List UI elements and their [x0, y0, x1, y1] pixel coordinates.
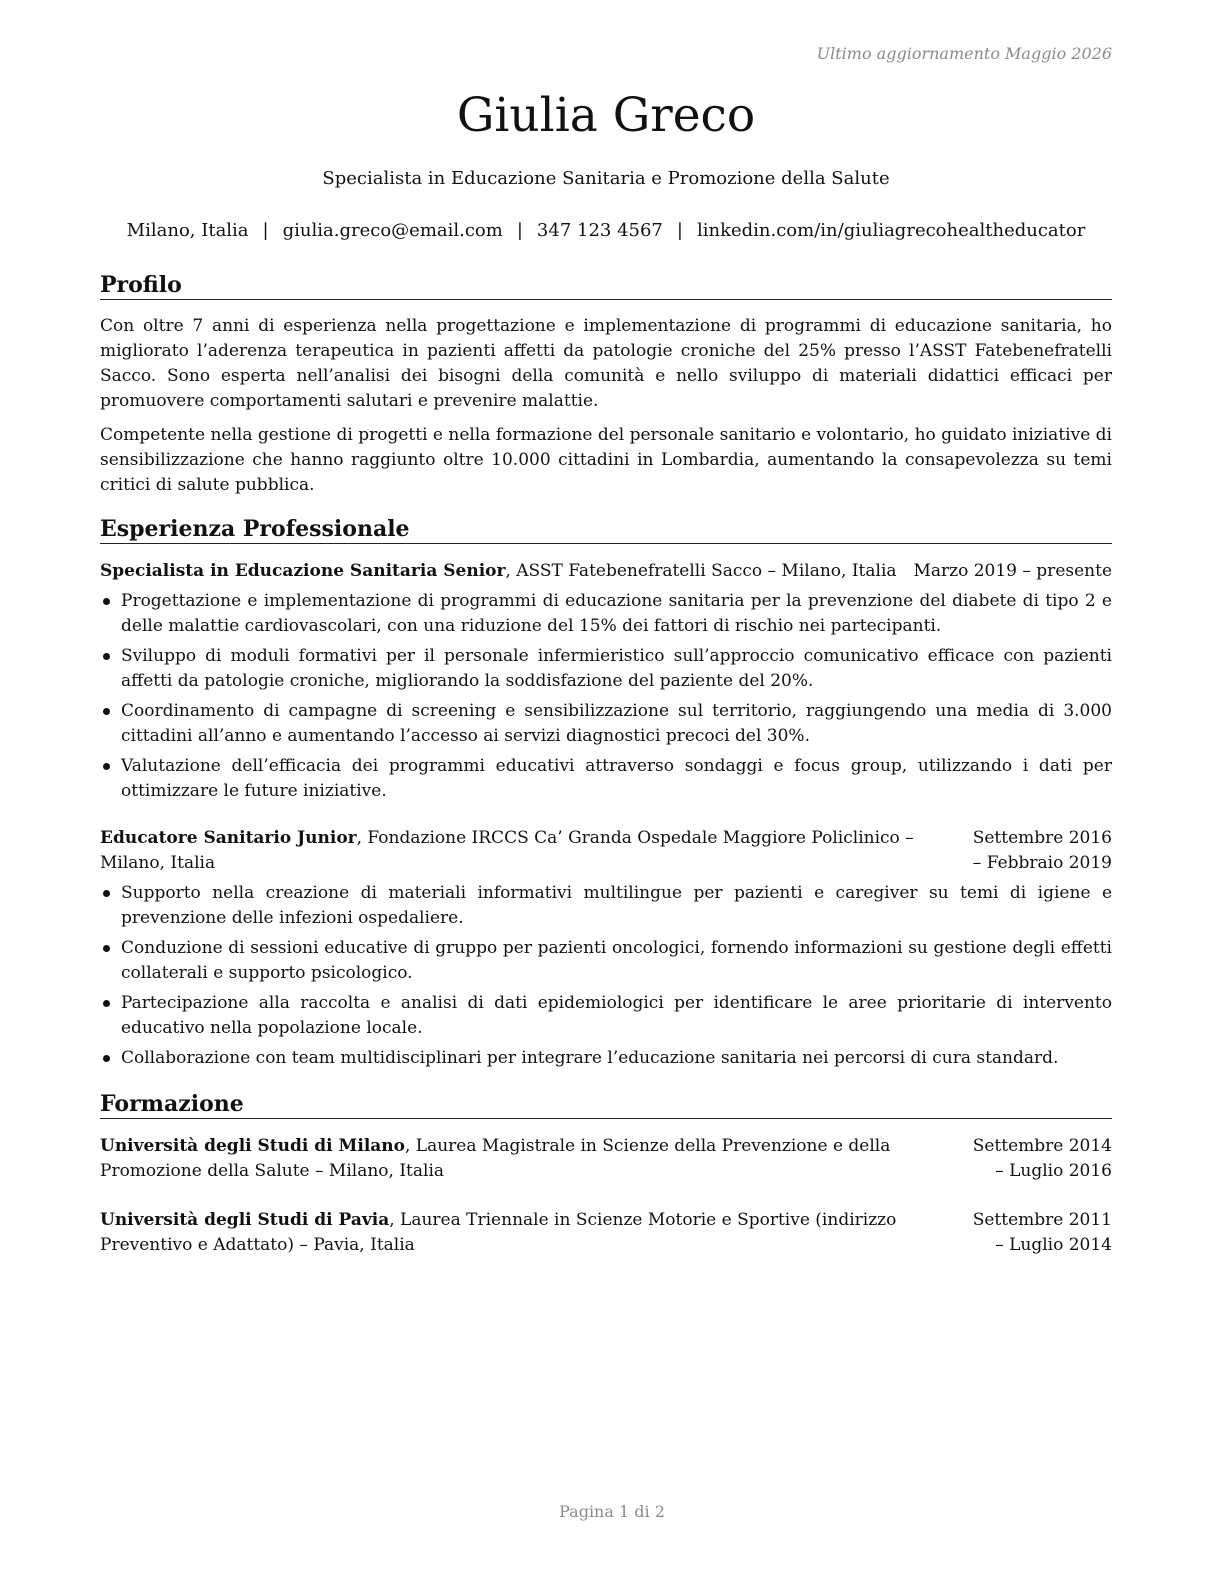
page-number: Pagina 1 di 2	[559, 1502, 665, 1521]
contact-location: Milano, Italia	[126, 220, 249, 241]
section-title-profile: Profilo	[100, 271, 1112, 300]
education-school: Università degli Studi di Pavia	[100, 1210, 390, 1230]
job-bullet: Coordinamento di campagne di screening e sensibilizzazione sul territorio, raggiungendo una media di 3.000 cittadini all’anno e aumentando l’accesso ai servizi diagnostici precoci del 30%.	[100, 699, 1112, 749]
section-title-education: Formazione	[100, 1090, 1112, 1119]
job-dates: Marzo 2019 – presente	[913, 561, 1112, 581]
job-bullet: Sviluppo di moduli formativi per il personale infermieristico sull’approccio comunicativo efficace con pazienti affetti da patologie croniche, migliorando la soddisfazione del paziente del 20%.	[100, 644, 1112, 694]
job-bullet: Supporto nella creazione di materiali informativi multilingue per pazienti e caregiver su temi di igiene e prevenzione delle infezioni ospedaliere.	[100, 881, 1112, 931]
job-entry	[100, 826, 1112, 1071]
education-entry	[100, 1208, 1112, 1258]
job-bullet: Partecipazione alla raccolta e analisi di dati epidemiologici per identificare le aree prioritarie di intervento educativo nella popolazione locale.	[100, 991, 1112, 1041]
job-role: Educatore Sanitario Junior	[100, 828, 357, 848]
job-bullets	[100, 881, 1112, 1071]
job-bullet: Valutazione dell’efficacia dei programmi educativi attraverso sondaggi e focus group, utilizzando i dati per ottimizzare le future iniziative.	[100, 754, 1112, 804]
contact-separator: |	[262, 220, 269, 241]
education-degree: , Laurea Triennale in Scienze Motorie e Sportive (indirizzo Preventivo e Adattato) – Pavia, Italia	[100, 1210, 897, 1255]
contact-line	[100, 219, 1112, 243]
job-header	[100, 559, 1112, 584]
job-bullet: Conduzione di sessioni educative di gruppo per pazienti oncologici, fornendo informazioni su gestione degli effetti collaterali e supporto psicologico.	[100, 936, 1112, 986]
job-header	[100, 826, 1112, 876]
contact-separator: |	[676, 220, 683, 241]
last-updated: Ultimo aggiornamento Maggio 2026	[816, 44, 1112, 63]
job-subtitle: Specialista in Educazione Sanitaria e Promozione della Salute	[322, 168, 890, 189]
profile-paragraph-1: Con oltre 7 anni di esperienza nella progettazione e implementazione di programmi di educazione sanitaria, ho migliorato l’aderenza terapeutica in pazienti affetti da patologie croniche del 25% presso l’ASST Fatebenefratelli Sacco. Sono esperta nell’analisi dei bisogni della comunità e nello sviluppo di materiali didattici efficaci per promuovere comportamenti salutari e prevenire malattie.	[100, 316, 1112, 411]
contact-email[interactable]: giulia.greco@email.com	[282, 220, 503, 241]
job-organization: , ASST Fatebenefratelli Sacco – Milano, Italia	[505, 561, 897, 581]
job-bullet: Collaborazione con team multidisciplinari per integrare l’educazione sanitaria nei percorsi di cura standard.	[100, 1046, 1112, 1071]
education-section	[100, 1090, 1112, 1258]
job-entry	[100, 559, 1112, 804]
education-dates: Settembre 2011 – Luglio 2014	[972, 1210, 1112, 1255]
profile-paragraph-2: Competente nella gestione di progetti e nella formazione del personale sanitario e volontario, ho guidato iniziative di sensibilizzazione che hanno raggiunto oltre 10.000 cittadini in Lombardia, aumentando la consapevolezza su temi critici di salute pubblica.	[100, 425, 1112, 495]
experience-section	[100, 515, 1112, 1071]
job-bullets	[100, 589, 1112, 804]
education-school: Università degli Studi di Milano	[100, 1136, 405, 1156]
education-dates: Settembre 2014 – Luglio 2016	[972, 1136, 1112, 1181]
job-bullet: Progettazione e implementazione di programmi di educazione sanitaria per la prevenzione del diabete di tipo 2 e delle malattie cardiovascolari, con una riduzione del 15% dei fattori di rischio nei partecipanti.	[100, 589, 1112, 639]
section-title-experience: Esperienza Professionale	[100, 515, 1112, 544]
job-role: Specialista in Educazione Sanitaria Senior	[100, 561, 506, 581]
job-dates: Settembre 2016 – Febbraio 2019	[972, 828, 1112, 873]
profile-section	[100, 271, 1112, 498]
contact-phone: 347 123 4567	[536, 220, 663, 241]
job-organization: , Fondazione IRCCS Ca’ Granda Ospedale Maggiore Policlinico – Milano, Italia	[100, 828, 914, 873]
person-name: Giulia Greco	[456, 88, 756, 143]
contact-separator: |	[516, 220, 523, 241]
contact-linkedin[interactable]: linkedin.com/in/giuliagrecohealtheducator	[696, 220, 1086, 241]
education-entry	[100, 1134, 1112, 1184]
education-degree: , Laurea Magistrale in Scienze della Prevenzione e della Promozione della Salute – Milano, Italia	[100, 1136, 891, 1181]
